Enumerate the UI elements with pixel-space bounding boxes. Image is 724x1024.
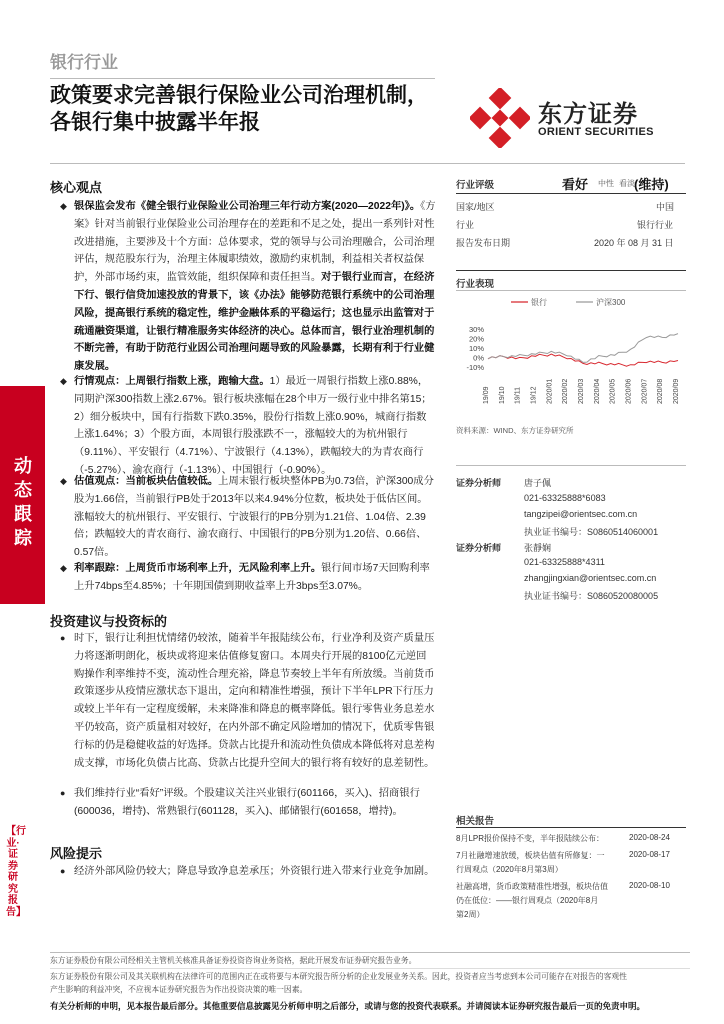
logo-text-en: ORIENT SECURITIES [538,126,654,138]
rating-value: 看好 [562,177,589,192]
x-tick-label: 19/09 [483,386,490,404]
info-value: 2020 年 08 月 31 日 [594,238,674,248]
invest-bullet-1: ● 时下，银行让利担忧情绪仍较浓，随着半年报陆续公布，行业净利及资产质量压力将逐渐明朗化，板块或将迎来估值修复窗口。本周央行开展的8100亿元逆回购操作利率维持不变，流动性合理充裕，降息节奏较上半年有所放缓。当前货币政策逐步从疫情应激状态下退出，定向和精准性增强，预计下半年LPR下行压力或较上半年有一定程度缓解，未来降准和降息的概率降低。银行零售业务息差水平仍较高，资产质量相对较好，在内外部不确定风险增加的情况下，优质零售银行标的仍是稳健收益的好选择。贷款占比提升和流动性负债成本降低将对息差构成支撑，市场化负债占比高、贷款占比提升空间大的银行将有较好的息差韧性。 [74,630,436,772]
analyst-role: 证券分析师 [456,478,502,488]
x-tick-label: 19/11 [514,387,522,404]
related-item-title-cont[interactable]: 行周观点（2020年8月第3周） [456,865,563,874]
bullet-icon: ◆ [60,376,67,386]
info-value: 银行行业 [637,220,674,230]
x-tick-label: 2020/03 [578,378,585,404]
info-key: 行业 [456,220,475,230]
analyst-email[interactable]: zhangjingxian@orientsec.com.cn [524,573,657,583]
rating-option: 看淡 [619,179,635,188]
legend-label-csi300: 沪深300 [596,298,626,307]
x-tick-label: 2020/09 [673,378,680,404]
perf-chart-svg [456,294,686,406]
x-tick-label: 2020/01 [546,378,554,404]
side-label: 动态跟踪 [14,456,32,548]
x-tick-label: 2020/02 [562,378,570,404]
related-item-date: 2020-08-24 [629,833,670,842]
analyst-name: 张靜娴 [524,543,552,553]
company-logo [470,88,680,148]
core-bullet-3: ◆ 估值观点：当前板块估值较低。上周末银行板块整体PB为0.73倍，沪深300成分股为1.66倍，当前银行PB处于2013年以来4.94%分位数，板块处于低估区间。涨幅较大的杭州银行、平安银行、宁波银行的PB分别为1.21倍、1.04倍、2.39倍；跌幅较大的青农商行、渝农商行、中国银行的PB分别为1.20倍、0.66倍、0.57倍。 [74,473,436,562]
divider [50,78,435,79]
analyst-cert: 执业证书编号：S0860514060001 [524,527,659,537]
divider [50,968,690,969]
logo-mark-icon [470,88,530,148]
core-bullet-2: ◆ 行情观点：上周银行指数上涨，跑输大盘。1）最近一周银行指数上涨0.88%，同期沪深300指数上涨2.67%。银行板块涨幅在28个申万一级行业中排名第15；2）细分板块中，国有行指数下跌0.35%，股份行指数上涨0.90%，城商行指数上涨1.64%；3）个股方面，本周银行股涨跌不一，涨幅较大的为杭州银行（9.11%）、平安银行（4.71%）、宁波银行（4.13%），跌幅较大的为青农商行（-5.27%）、渝农商行（-1.13%）、中国银行（-0.90%）。 [74,373,436,480]
bullet-icon: ● [60,633,66,643]
side-band [0,386,45,604]
bullet-icon: ● [60,788,66,798]
perf-chart [456,294,686,406]
rating-option: 中性 [598,179,614,188]
logo-text-cn: 东方证券 [538,101,638,128]
report-title: 政策要求完善银行保险业公司治理机制，各银行集中披露半年报 [50,84,428,134]
divider [456,465,686,466]
divider [50,952,690,953]
related-heading: 相关报告 [456,816,495,827]
sector-label: 银行行业 [50,53,118,72]
x-tick-label: 19/12 [530,386,538,404]
related-item-title[interactable]: 社融高增，货币政策精准性增强，板块估值 [456,882,608,891]
bullet-icon: ◆ [60,563,67,573]
divider [456,193,686,194]
x-tick-label: 2020/06 [625,378,633,404]
footer-disclaimer: 有关分析师的申明，见本报告最后部分。其他重要信息披露见分析师申明之后部分，或请与您的投资代表联系。并请阅读本证券研究报告最后一页的免责申明。 [50,1001,646,1011]
y-tick-label: 10% [468,344,484,353]
risk-bullet-1: ● 经济外部风险仍较大；降息导致净息差承压；外资银行进入带来行业竞争加剧。 [74,863,436,881]
core-heading: 核心观点 [50,180,103,195]
bullet-icon: ◆ [60,476,67,486]
related-item-title-cont[interactable]: 仍在低位：——银行周观点（2020年8月 [456,896,599,905]
x-tick-label: 2020/05 [609,378,617,404]
y-tick-label: 30% [468,324,484,334]
footer-line: 东方证券股份有限公司及其关联机构在法律许可的范围内正在或将要与本研究报告所分析的企业发展业务关系。因此，投资者应当考虑到本公司可能存在对报告的客观性 [50,972,627,981]
info-key: 国家/地区 [456,202,495,212]
bullet-icon: ● [60,866,66,876]
related-item-date: 2020-08-10 [629,881,670,890]
vertical-report-type: 【行业·证券研究报告】 [6,826,26,918]
divider [50,163,685,164]
related-item-title[interactable]: 7月社融增速放缓，板块估值有所修复：一 [456,851,605,860]
x-tick-label: 2020/08 [657,378,665,404]
related-item-title[interactable]: 8月LPR报价保持不变，半年报陆续公布： [456,834,605,843]
rating-status: (维持) [634,177,669,192]
x-tick-label: 19/10 [498,386,506,404]
analyst-phone: 021-63325888*6083 [524,493,606,503]
y-tick-label: 20% [468,334,484,344]
perf-heading: 行业表现 [456,279,495,290]
legend-label-bank: 银行 [531,298,547,307]
related-item-date: 2020-08-17 [629,850,670,859]
analyst-email[interactable]: tangzipei@orientsec.com.cn [524,509,638,519]
divider [456,827,686,828]
y-tick-label: 0% [473,353,484,363]
related-item-title-cont[interactable]: 第2周） [456,910,485,919]
analyst-name: 唐子佩 [524,478,552,488]
y-tick-label: -10% [466,363,484,373]
risk-heading: 风险提示 [50,846,103,861]
footer-line: 东方证券股份有限公司经相关主管机关核准具备证券投资咨询业务资格，据此开展发布证券研究报告业务。 [50,956,417,965]
analyst-role: 证券分析师 [456,543,502,553]
invest-bullet-2: ● 我们维持行业“看好”评级。个股建议关注兴业银行(601166，买入)、招商银行(600036，增持)、常熟银行(601128，买入)、邮储银行(601658，增持)。 [74,785,436,821]
info-key: 报告发布日期 [456,238,511,248]
divider [456,270,686,271]
core-bullet-1: ◆ 银保监会发布《健全银行业保险业公司治理三年行动方案(2020—2022年)》。《方案》针对当前银行业保险业公司治理存在的差距和不足之处，提出一系列针对性改进措施，主要涉及十个方面：总体要求，党的领导与公司治理融合，公司治理评估，规范股东行为，治理主体履职绩效，激励约束机制，利益相关者权益保护，外部市场约束，监管效能，组织保障和责任担当。对于银行业而言，在经济下行、银行信贷加速投放的背景下，该《办法》能够防范银行系统中的公司治理风险，提高银行系统的稳定性，维护金融体系的平稳运行；这也显示出监管对于疏通融资渠道，让银行精准服务实体经济的决心。总体而言，银行业治理机制的不断完善，有助于防范行业因公司治理问题导致的风险暴露，长期有利于行业健康发展。 [74,198,436,376]
x-tick-label: 2020/04 [593,378,601,404]
analyst-phone: 021-63325888*4311 [524,557,605,567]
chart-source: 资料来源：WIND、东方证券研究所 [456,426,574,435]
rating-label: 行业评级 [456,180,495,191]
divider [456,290,686,291]
core-bullet-4: ◆ 利率跟踪：上周货币市场利率上升，无风险利率上升。银行间市场7天回购利率上升74bps至4.85%；十年期国债到期收益率上升3bps至3.07%。 [74,560,436,596]
invest-heading: 投资建议与投资标的 [50,614,168,629]
analyst-cert: 执业证书编号：S0860520080005 [524,591,659,601]
x-tick-label: 2020/07 [641,378,649,404]
info-value: 中国 [656,202,675,212]
bullet-icon: ◆ [60,201,67,211]
footer-line: 产生影响的利益冲突，不应视本证券研究报告为作出投资决策的唯一因素。 [50,985,308,994]
